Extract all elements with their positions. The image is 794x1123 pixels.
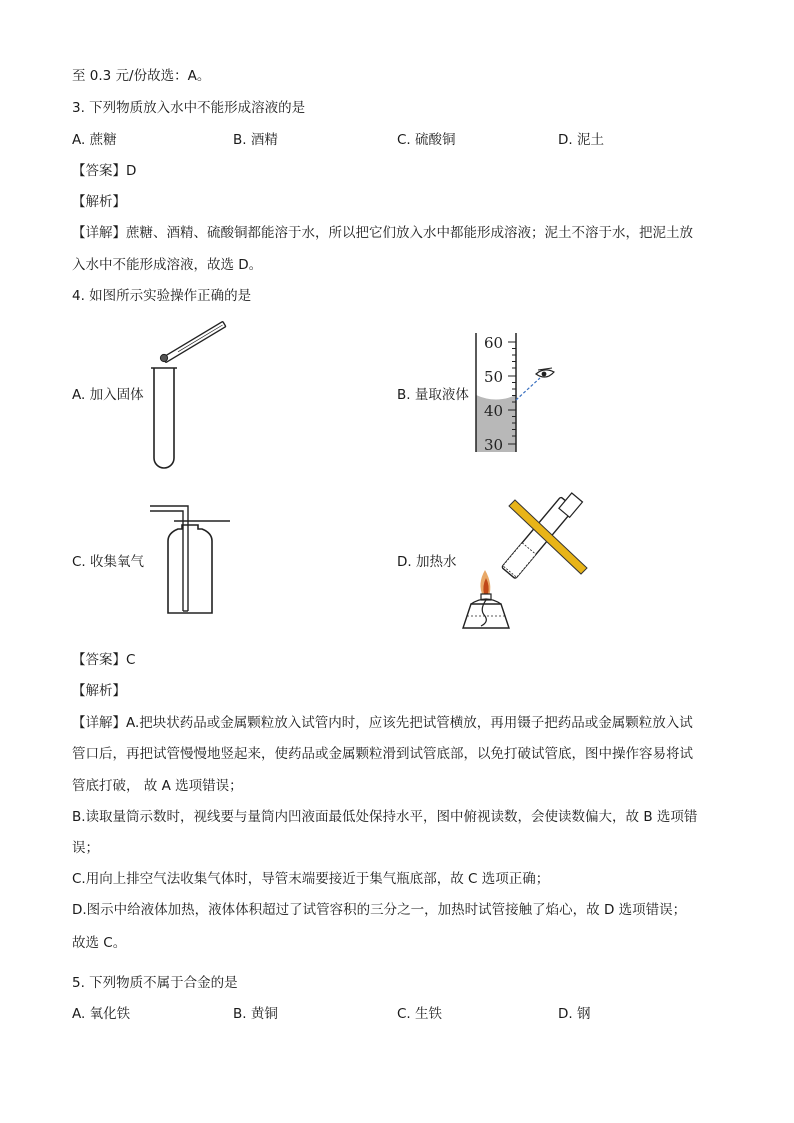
detail-4-line-8: 故选 C。: [72, 935, 127, 951]
q4-option-d: D. 加热水: [397, 554, 457, 570]
q5-option-b: B. 黄铜: [233, 1006, 278, 1022]
q3-option-a: A. 蔗糖: [72, 132, 117, 148]
q4-option-c: C. 收集氧气: [72, 554, 145, 570]
detail-4-line-5: 误；: [72, 840, 99, 856]
detail-4-line-7: D.图示中给液体加热，液体体积超过了试管容积的三分之一，加热时试管接触了焰心，故 D 选项错误；: [72, 902, 687, 918]
question-5: 5. 下列物质不属于合金的是: [72, 975, 238, 991]
analysis-3: 【解析】: [72, 194, 126, 210]
analysis-4: 【解析】: [72, 683, 126, 699]
detail-4-line-6: C.用向上排空气法收集气体时，导管末端要接近于集气瓶底部，故 C 选项正确；: [72, 871, 550, 887]
q4-option-b: B. 量取液体: [397, 387, 469, 403]
detail-4-line-3: 管底打破， 故 A 选项错误；: [72, 778, 243, 794]
question-3: 3. 下列物质放入水中不能形成溶液的是: [72, 100, 306, 116]
q3-option-c: C. 硫酸铜: [397, 132, 456, 148]
tick-label: 30: [484, 436, 504, 454]
figure-gas-bottle: [148, 503, 232, 615]
tick-label: 60: [484, 334, 504, 352]
tick-label: 50: [484, 368, 504, 386]
text-line: 至 0.3 元/份故选：A。: [72, 68, 211, 84]
detail-4-line-4: B.读取量筒示数时，视线要与量筒内凹液面最低处保持水平，图中俯视读数，会使读数偏大，故 B 选项错: [72, 809, 698, 825]
q5-option-a: A. 氧化铁: [72, 1006, 131, 1022]
detail-4-line-1: 【详解】A.把块状药品或金属颗粒放入试管内时，应该先把试管横放，再用镊子把药品或金属颗粒放入试: [72, 715, 693, 731]
tick-label: 40: [484, 402, 504, 420]
detail-3-line-1: 【详解】蔗糖、酒精、硫酸铜都能溶于水，所以把它们放入水中都能形成溶液；泥土不溶于水，把泥土放: [72, 225, 693, 241]
question-4: 4. 如图所示实验操作正确的是: [72, 288, 252, 304]
eye-icon: [536, 368, 554, 377]
q3-option-b: B. 酒精: [233, 132, 278, 148]
q5-option-d: D. 钢: [558, 1006, 591, 1022]
figure-graduated-cylinder: [470, 330, 570, 455]
figure-add-solid: [150, 312, 240, 474]
answer-3: 【答案】D: [72, 163, 137, 179]
answer-4: 【答案】C: [72, 652, 136, 668]
q4-option-a: A. 加入固体: [72, 387, 144, 403]
figure-heating: [455, 488, 595, 636]
detail-4-line-2: 管口后，再把试管慢慢地竖起来，使药品或金属颗粒滑到试管底部，以免打破试管底，图中操作容易将试: [72, 746, 693, 762]
q3-option-d: D. 泥土: [558, 132, 604, 148]
detail-3-line-2: 入水中不能形成溶液，故选 D。: [72, 257, 263, 273]
q5-option-c: C. 生铁: [397, 1006, 443, 1022]
